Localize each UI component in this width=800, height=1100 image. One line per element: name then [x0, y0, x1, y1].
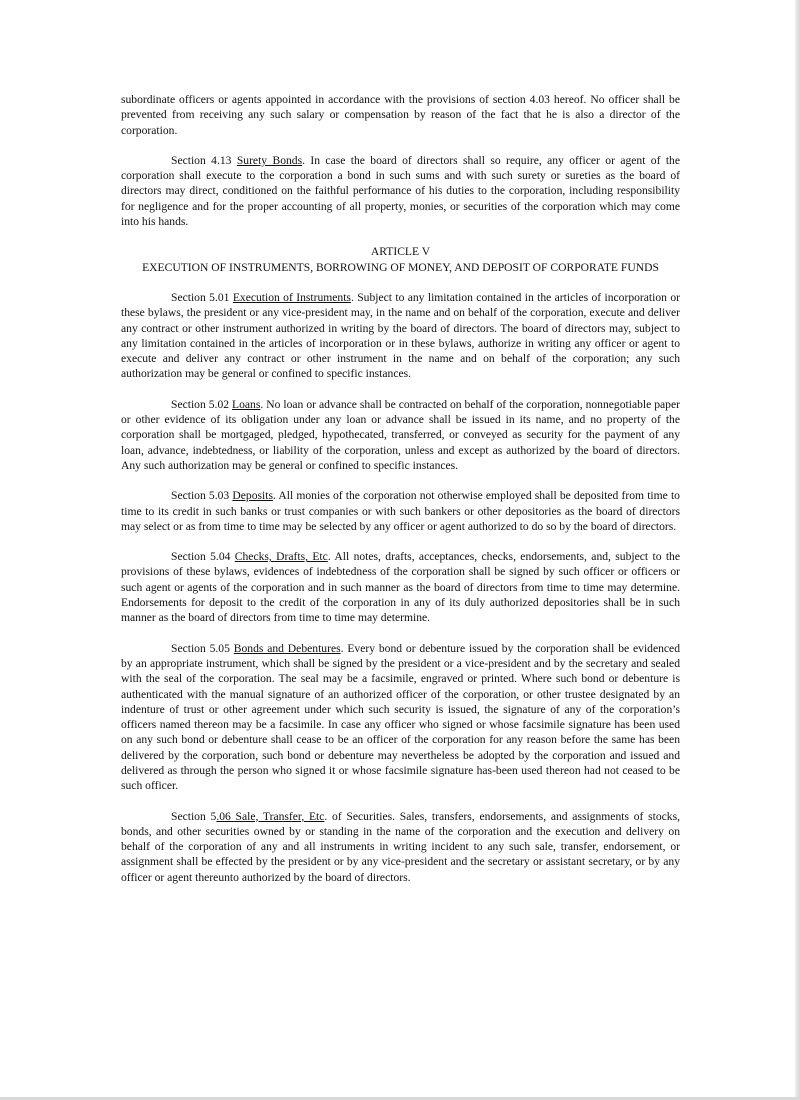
section-heading: Loans [232, 397, 261, 411]
section-number: Section 5 [171, 809, 217, 823]
section-number: Section 5.05 [171, 641, 234, 655]
section-body: . Every bond or debenture issued by the corporation shall be evidenced by an appropriate instrument, which shall be signed by the president or a vice-president and by the secretary and sealed with the seal of the corporation. The seal may be a facsimile, engraved or printed. Where such bond or debenture is authenticated with the manual signature of an authorized officer of the corporation, or other trustee designated by an indenture of trust or other agreement under which such security is issued, the signature of any of the corporation’s officers named thereon may be a facsimile. In case any officer who signed or whose facsimile signature has been used on any such bond or debenture shall cease to be an officer of the corporation for any reason before the same has been delivered by the corporation, such bond or debenture may nevertheless be adopted by the corporation and issued and delivered as through the person who signed it or whose facsimile signature has-been used thereon had not ceased to be such officer. [121, 641, 680, 793]
page-edge-right [795, 0, 800, 1100]
section-body: . of Securities. Sales, transfers, endorsements, and assignments of stocks, bonds, and other securities owned by or standing in the name of the corporation and the execution and delivery on behalf of the corporation of any and all instruments in writing incident to any such sale, transfer, endorsement, or assignment shall be effected by the president or by any vice-president and the secretary or assistant secretary, or by any officer or agent thereunto authorized by the board of directors. [121, 809, 680, 884]
document-body [121, 92, 680, 900]
section-heading: Checks, Drafts, Etc [234, 550, 328, 564]
section-heading: .06 Sale, Transfer, Etc [216, 809, 325, 823]
section-number: Section 5.02 [171, 397, 233, 411]
section-number: Section 5.03 [171, 489, 233, 503]
section-body: . Subject to any limitation contained in the articles of incorporation or these bylaws, the president or any vice-president may, in the name and on behalf of the corporation, execute and deliver any contract or other instrument authorized in writing by the board of directors. The board of directors may, subject to any limitation contained in the articles of incorporation or in these bylaws, authorize in writing any officer or agent to execute and deliver any contract or other instrument in the name and on behalf of the corporation; any such authorization may be general or confined to specific instances. [121, 290, 680, 381]
section-number: Section 5.01 [171, 290, 233, 304]
article-number: ARTICLE V [370, 245, 431, 259]
section-4-13 [121, 153, 680, 229]
section-heading: Surety Bonds [236, 153, 303, 167]
section-5-01 [121, 290, 680, 382]
section-number: Section 4.13 [171, 153, 237, 167]
section-heading: Bonds and Debentures [233, 641, 341, 655]
section-5-03 [121, 488, 680, 534]
section-number: Section 5.04 [171, 550, 235, 564]
section-body: . In case the board of directors shall so require, any officer or agent of the corporation shall execute to the corporation a bond in such sums and with such surety or sureties as the board of directors may direct, conditioned on the faithful performance of his duties to the corporation, including responsibility for negligence and for the proper accounting of all property, monies, or securities of the corporation which may come into his hands. [121, 153, 681, 229]
section-5-06 [121, 809, 680, 885]
section-heading: Execution of Instruments [232, 290, 351, 304]
paragraph-intro: subordinate officers or agents appointed in accordance with the provisions of section 4.03 hereof. No officer shall be prevented from receiving any such salary or compensation by reason of the fact that he is also a director of the corporation. [121, 93, 680, 137]
section-body: . No loan or advance shall be contracted on behalf of the corporation, nonnegotiable paper or other evidence of its obligation under any loan or advance shall be issued in its name, and no property of the corporation shall be mortgaged, pledged, hypothecated, transferred, or conveyed as security for the payment of any loan, advance, indebtedness, or liability of the corporation, unless and except as authorized by the board of directors. Any such authorization may be general or confined to specific instances. [121, 397, 680, 472]
section-5-05 [121, 641, 680, 794]
section-body: . All monies of the corporation not otherwise employed shall be deposited from time to time to its credit in such banks or trust companies or with such bankers or other depositories as the board of directors may select or as from time to time may be selected by any officer or agent authorized to do so by the board of directors. [121, 489, 680, 533]
article-heading [121, 244, 680, 275]
section-5-04 [121, 549, 680, 625]
article-title: EXECUTION OF INSTRUMENTS, BORROWING OF MONEY, AND DEPOSIT OF CORPORATE FUNDS [142, 260, 659, 274]
section-heading: Deposits [232, 489, 273, 503]
section-body: . All notes, drafts, acceptances, checks, endorsements, and, subject to the provisions of these bylaws, evidences of indebtedness of the corporation shall be signed by such officer or officers or such agent or agents of the corporation and in such manner as the board of directors from time to time may determine. Endorsements for deposit to the credit of the corporation in any of its duly authorized depositories shall be in such manner as the board of directors from time to time may determine. [121, 550, 680, 625]
section-5-02 [121, 397, 680, 473]
